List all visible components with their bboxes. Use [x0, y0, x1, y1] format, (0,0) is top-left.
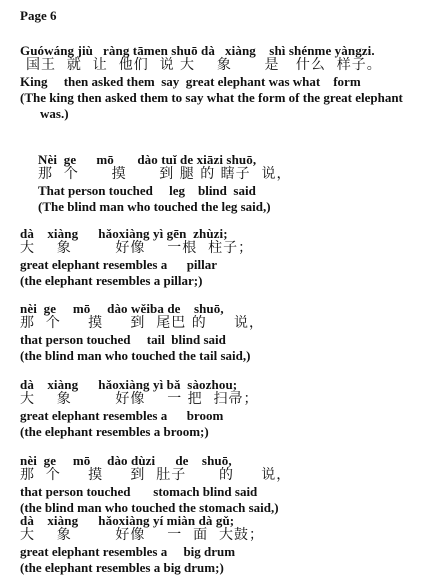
block-5-pinyin: nèi ge mō dào dùzi de shuō, [20, 453, 232, 468]
block-3-hanzi: 那 个 摸 到 尾巴 的 说， [20, 315, 265, 331]
block-0-pinyin: Guówáng jiù ràng tāmen shuō dà xiàng shì shénme yàngzi. [20, 43, 375, 58]
block-4-pinyin: dà xiàng hǎoxiàng yì bǎ sàozhou; [20, 377, 238, 392]
block-5-hanzi: 那 个 摸 到 肚子 的 说， [20, 467, 292, 483]
block-4-hanzi: 大 象 好像 一 把 扫帚； [20, 391, 259, 407]
block-3-pinyin: nèi ge mō dào wěiba de shuō, [20, 301, 224, 316]
block-2-gloss: great elephant resembles a pillar [20, 257, 218, 272]
block-1-translation: (The blind man who touched the leg said,) [38, 199, 271, 214]
block-6-translation: (the elephant resembles a big drum;) [20, 560, 224, 575]
block-0-hanzi: 国王 就 让 他们 说 大 象 是 什么 样子。 [26, 57, 382, 73]
block-2-hanzi: 大 象 好像 一根 柱子； [20, 240, 254, 256]
block-2-translation: (the elephant resembles a pillar;) [20, 273, 203, 288]
block-6-hanzi: 大 象 好像 一 面 大鼓； [20, 527, 265, 543]
block-1-pinyin: Nèi ge mō dào tuǐ de xiāzi shuō, [38, 152, 257, 167]
block-0-translation-cont: was.) [40, 106, 69, 121]
block-1-hanzi: 那 个 摸 到 腿 的 瞎子 说， [38, 166, 292, 182]
block-3-gloss: that person touched tail blind said [20, 332, 226, 347]
block-2-pinyin: dà xiàng hǎoxiàng yì gēn zhùzi; [20, 226, 228, 241]
block-1-gloss: That person touched leg blind said [38, 183, 256, 198]
page-label: Page 6 [20, 8, 57, 23]
block-4-translation: (the elephant resembles a broom;) [20, 424, 209, 439]
block-4-gloss: great elephant resembles a broom [20, 408, 224, 423]
block-0-gloss: King then asked them say great elephant was what form [20, 74, 361, 89]
block-5-translation: (the blind man who touched the stomach said,) [20, 500, 279, 515]
block-6-gloss: great elephant resembles a big drum [20, 544, 236, 559]
block-0-translation: (The king then asked them to say what the form of the great elephant [20, 90, 403, 105]
block-3-translation: (the blind man who touched the tail said,) [20, 348, 251, 363]
block-5-gloss: that person touched stomach blind said [20, 484, 258, 499]
block-6-pinyin: dà xiàng hǎoxiàng yí miàn dà gǔ; [20, 513, 235, 528]
